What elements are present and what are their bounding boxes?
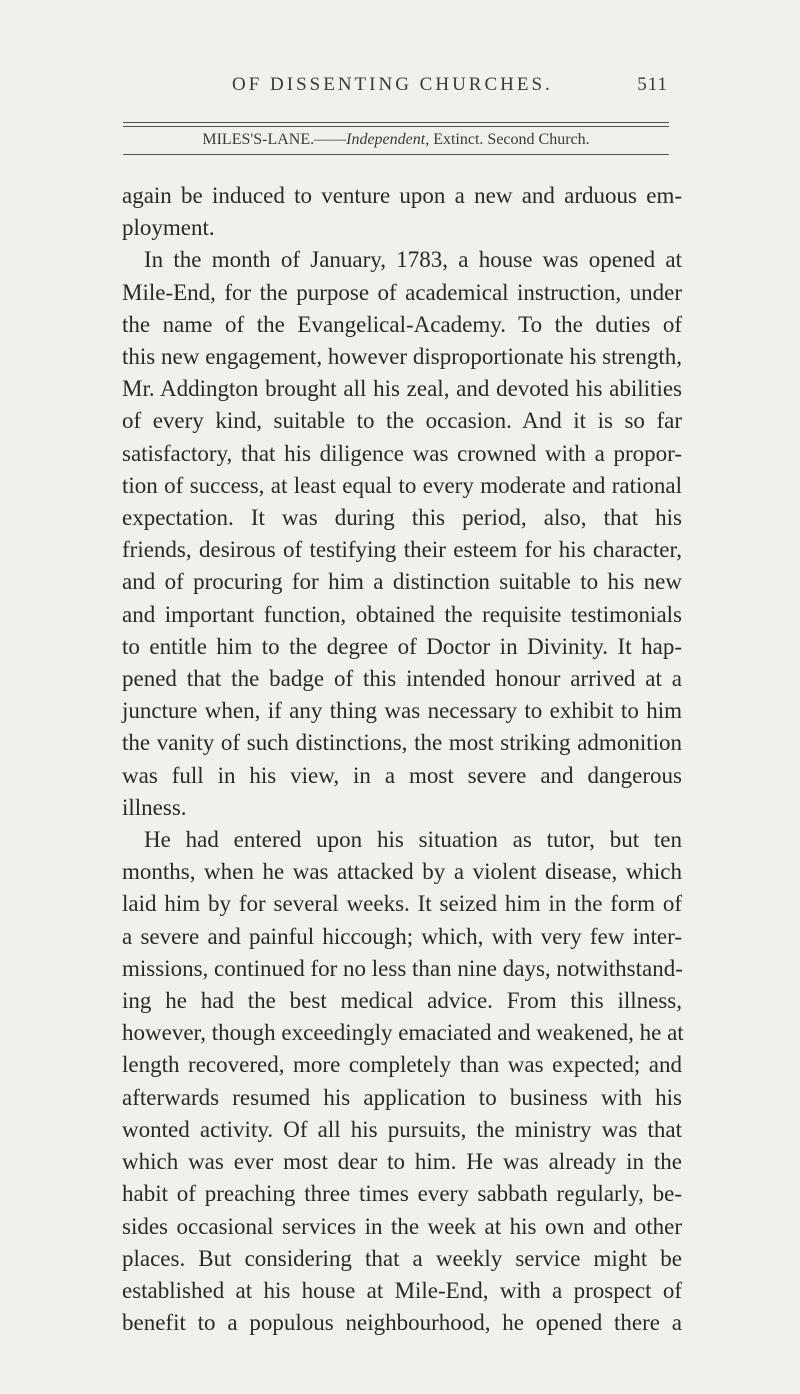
text-line: pened that the badge of this intended honour arrived at a — [122, 666, 682, 692]
text-line: places. But considering that a weekly service might be — [122, 1245, 682, 1271]
text-line: length recovered, more completely than was expected; and — [122, 1052, 682, 1078]
text-line: to entitle him to the degree of Doctor in Divinity. It hap- — [122, 633, 682, 659]
text-line: however, though exceedingly emaciated and weakened, he at — [122, 1020, 684, 1046]
text-line: the name of the Evangelical-Academy. To the duties of — [122, 311, 682, 337]
text-line: juncture when, if any thing was necessary to exhibit to him — [122, 698, 682, 724]
text-line: again be induced to venture upon a new and arduous em- — [122, 183, 682, 208]
header-rule-top — [123, 122, 669, 123]
text-line: expectation. It was during this period, also, that his — [122, 505, 682, 531]
text-line: the vanity of such distinctions, the most striking admonition — [122, 730, 682, 756]
text-line: laid him by for several weeks. It seized him in the form of — [122, 891, 682, 917]
running-head — [232, 74, 668, 104]
text-line: illness. — [122, 794, 187, 820]
body-text — [122, 180, 682, 1339]
text-line: benefit to a populous neighbourhood, he opened there a — [122, 1310, 682, 1336]
text-line: established at his house at Mile-End, with a prospect of — [122, 1277, 682, 1303]
text-line: Mr. Addington brought all his zeal, and devoted his abilities — [122, 376, 682, 402]
header-rule-bottom — [123, 154, 669, 155]
text-line: afterwards resumed his application to business with his — [122, 1084, 682, 1110]
text-line: months, when he was attacked by a violent disease, which — [122, 859, 682, 885]
page-number: 511 — [637, 74, 668, 95]
text-line: satisfactory, that his diligence was crowned with a propor- — [122, 440, 682, 466]
running-title: OF DISSENTING CHURCHES. — [232, 74, 553, 95]
text-line: of every kind, suitable to the occasion. And it is so far — [122, 408, 682, 434]
subheading-denomination: Independent, — [346, 131, 430, 148]
text-line: missions, continued for no less than nine days, notwithstand- — [122, 955, 683, 981]
text-line: was full in his view, in a most severe and dangerous — [122, 762, 682, 788]
section-subheading — [123, 128, 669, 152]
subheading-church: Second Church. — [487, 131, 590, 148]
text-line: He had entered upon his situation as tutor, but ten — [144, 827, 682, 853]
text-line: a severe and painful hiccough; which, with very few inter- — [122, 923, 682, 949]
text-line: Mile-End, for the purpose of academical instruction, under — [122, 279, 682, 305]
text-line: and of procuring for him a distinction suitable to his new — [122, 569, 682, 595]
text-line: ing he had the best medical advice. From this illness, — [122, 988, 682, 1014]
text-line: and important function, obtained the requisite testimonials — [122, 601, 682, 627]
subheading-status: Extinct. — [433, 131, 484, 148]
text-line: ployment. — [122, 215, 215, 241]
subheading-dash: —— — [314, 131, 347, 148]
text-line: friends, desirous of testifying their esteem for his character, — [122, 537, 682, 563]
text-line: wonted activity. Of all his pursuits, the ministry was that — [122, 1116, 682, 1142]
subheading-place: MILES'S-LANE. — [202, 131, 315, 148]
text-line: this new engagement, however disproportionate his strength, — [122, 344, 682, 370]
text-line: tion of success, at least equal to every moderate and rational — [122, 472, 682, 498]
header-rule-top-inner — [123, 126, 669, 127]
text-line: sides occasional services in the week at his own and other — [122, 1213, 682, 1239]
text-line: In the month of January, 1783, a house was opened at — [144, 247, 682, 273]
text-line: habit of preaching three times every sabbath regularly, be- — [122, 1181, 682, 1207]
text-line: which was ever most dear to him. He was already in the — [122, 1149, 682, 1175]
